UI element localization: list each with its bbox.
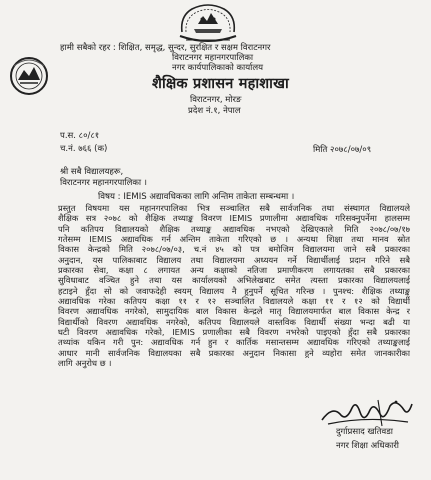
- body-line: पनि कतिपय विद्यालयको शैक्षिक तथ्याङ्क अद्यावधिक नभएको देखिएकाले मिति २०७८/०७/१७: [58, 223, 410, 234]
- body-line: प्रस्तुत विषयमा यस महानगरपालिका भित्र सञ्चालित सबै सार्वजनिक तथा संस्थागत विद्यालयले: [58, 203, 410, 213]
- municipality-logo-icon: [6, 56, 52, 96]
- body-line: प्रकारका सेवा, कक्षा ८ लगायत अन्य कक्षाको नतिजा प्रमाणीकरण लगायतका सबै प्रकारका: [58, 265, 410, 276]
- office-name: नगर कार्यपालिकाको कार्यालय: [172, 63, 264, 73]
- body-line: विद्यार्थीको विवरण अद्यावधिक नगरेको, कतिपय विद्यालयले वास्तविक विद्यार्थी संख्या भन्दा बढी या: [58, 316, 410, 327]
- municipality-name: विराटनगर महानगरपालिका: [172, 53, 254, 63]
- body-line: शैक्षिक सत्र २०७८ को शैक्षिक तथ्याङ्क विवरण IEMIS प्रणालीमा अद्यावधिक गरिसक्नुपर्नेमा हालसम्म: [58, 213, 410, 224]
- department-title: शैक्षिक प्रशासन महाशाखा: [152, 76, 289, 92]
- body-line: गतेसम्म IEMIS अद्यावधिक गर्न अन्तिम ताकेता गरिएको छ । अन्यथा शिक्षा तथा मानव स्रोत: [58, 234, 410, 245]
- body-line: आधार मानी सार्वजनिक विद्यालयका सबै प्रकारका अनुदान निकासा हुने व्यहोरा समेत जानकारीका: [58, 347, 410, 358]
- recipient-line-2: विराटनगर महानगरपालिका ।: [60, 178, 147, 188]
- handwritten-signature: [318, 396, 414, 430]
- body-line: सुविधाबाट वञ्चित हुने तथा यस कार्यालयको अभिलेखबाट समेत त्यस्ता प्रकारका विद्यालयलाई: [58, 275, 410, 286]
- body-line: तथ्यांक यकिन गरी पुन: अद्यावधिक गर्न हुन र कार्तिक मसान्तसम्म अद्यावधिक गरिएको तथ्याङ्कलाई: [58, 337, 410, 348]
- body-line: विकास केन्द्रको मिति २०७८/०७/०३, च.नं ४५ को पत्र बमोजिम विद्यालयमा जाने सबै प्रकारका: [58, 244, 410, 255]
- body-line: अनुदान, यस पालिकाबाट विद्यालय तथा विद्यालयमा अध्ययन गर्ने विद्यार्थीलाई प्रदान गरिने सबै: [58, 254, 410, 265]
- body-line: विवरण अद्यावधिक नगरेको, सामुदायिक बाल विकास केन्द्रले मातृ विद्यालयमार्फत बाल विकास केन्द्र र: [58, 306, 410, 317]
- signatory-title: नगर शिक्षा अधिकारी: [336, 441, 399, 451]
- body-line: घटी विवरण अद्यावधिक गरेको, IEMIS प्रणालीका सबै विवरण नभरेको पाइएको हुँदा सबै प्रकारका: [58, 327, 410, 338]
- letter-body: [58, 203, 410, 369]
- body-line: हटाइने हुँदा सो को जवाफदेही स्वयम् विद्यालय नै हुनुपर्ने सूचित गरिन्छ । पुनश्च: शैक्षिक तथ्याङ्क: [58, 285, 410, 296]
- address-province: प्रदेश नं.१, नेपाल: [188, 106, 241, 116]
- body-line: अद्यावधिक गरेका कतिपय कक्षा ११ र १२ सञ्चालित विद्यालयले कक्षा ११ र १२ को विद्यार्थी: [58, 296, 410, 307]
- letter-subject: विषय : IEMIS अद्यावधिकका लागि अन्तिम ताकेता सम्बन्धमा ।: [98, 192, 295, 202]
- signatory-name: दुर्गाप्रसाद खतिवडा: [336, 427, 393, 437]
- dispatch-number: च.नं. ७६६ (क): [60, 144, 108, 154]
- letterhead-tagline: हामी सबैको रहर : शिक्षित, समृद्ध, सुन्दर, सुरक्षित र सक्षम विराटनगर: [60, 43, 271, 53]
- letter-date: मिति २०७८/०७/०९: [313, 145, 372, 155]
- letter-number: प.स. ८०/८१: [60, 131, 100, 141]
- recipient-line-1: श्री सबै विद्यालयहरू,: [60, 167, 124, 177]
- body-line: लागि अनुरोध छ ।: [58, 358, 112, 369]
- address-city: विराटनगर, मोरङ: [190, 95, 242, 105]
